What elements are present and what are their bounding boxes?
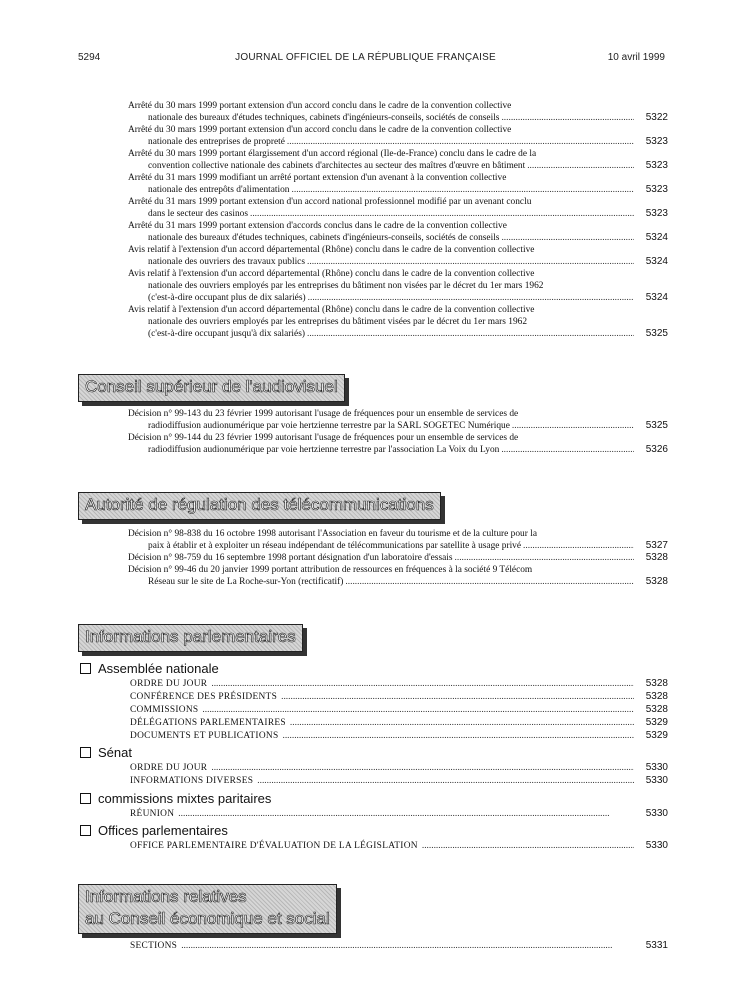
dot-leader (501, 444, 634, 456)
toc-row[interactable] (130, 678, 668, 690)
entry-line: Arrêté du 31 mars 1999 portant extension d'un accord national professionnel modifié par un avenant conclu (128, 197, 532, 207)
subsection-title: commissions mixtes paritaires (98, 791, 272, 806)
toc-entry[interactable] (128, 564, 668, 588)
toc-entry[interactable] (128, 148, 668, 172)
dot-leader (308, 292, 634, 304)
entry-page: 5324 (645, 232, 668, 243)
section-banner-art (78, 492, 441, 520)
toc-row[interactable] (130, 840, 668, 852)
entry-line: Arrêté du 31 mars 1999 portant extension d'accords conclus dans le cadre de la convention collective (128, 221, 507, 231)
toc-row[interactable] (130, 730, 668, 742)
entry-page: 5324 (645, 292, 668, 303)
toc-row[interactable] (130, 704, 668, 716)
dot-leader (345, 576, 634, 588)
entry-line: nationale des ouvriers employés par les entreprises du bâtiment non visées par le décret du 1er mars 1962 (148, 281, 544, 291)
row-page: 5330 (645, 840, 668, 851)
dot-leader (250, 208, 634, 220)
entry-page: 5323 (645, 160, 668, 171)
dot-leader (281, 691, 634, 703)
dot-leader (181, 940, 634, 952)
toc-entry[interactable] (128, 432, 668, 456)
subsection-cmp (80, 791, 271, 806)
subsection-title: Sénat (98, 745, 132, 760)
toc-entry[interactable] (128, 196, 668, 220)
entry-page: 5325 (645, 420, 668, 431)
subsection-title: Offices parlementaires (98, 823, 228, 838)
entry-line: Décision n° 99-144 du 23 février 1999 autorisant l'usage de fréquences pour un ensemble de services de (128, 433, 519, 443)
entry-line: radiodiffusion audionumérique par voie hertzienne terrestre par la SARL SOGETEC Numérique (148, 421, 510, 431)
entry-line: Avis relatif à l'extension d'un accord départemental (Rhône) conclu dans le cadre de la convention collective (128, 245, 535, 255)
subsection-title: Assemblée nationale (98, 661, 219, 676)
entry-line: nationale des ouvriers employés par les entreprises du bâtiment visées par le décret du 1er mars 1962 (148, 317, 528, 327)
checkbox-bullet-icon (80, 663, 91, 674)
entry-line: Décision n° 99-46 du 20 janvier 1999 portant attribution de ressources en fréquences à la société 9 Télécom (128, 565, 533, 575)
dot-leader (211, 762, 634, 774)
entry-line: nationale des bureaux d'études techniques, cabinets d'ingénieurs-conseils, sociétés de conseils (148, 113, 500, 123)
issue-date: 10 avril 1999 (607, 52, 665, 63)
dot-leader (290, 717, 634, 729)
entry-line: Arrêté du 30 mars 1999 portant élargissement d'un accord régional (Ile-de-France) conclu dans le cadre de la (128, 149, 537, 159)
section-banner-ces (78, 884, 337, 934)
entry-line: Décision n° 99-143 du 23 février 1999 autorisant l'usage de fréquences pour un ensemble de services de (128, 409, 519, 419)
journal-title: JOURNAL OFFICIEL DE LA RÉPUBLIQUE FRANÇAISE (235, 52, 496, 63)
entry-line: nationale des entrepôts d'alimentation (148, 185, 290, 195)
dot-leader (422, 840, 634, 852)
entry-line: Arrêté du 30 mars 1999 portant extension d'un accord conclu dans le cadre de la convention collective (128, 101, 512, 111)
toc-row[interactable] (130, 808, 668, 820)
row-page: 5328 (645, 704, 668, 715)
entry-page: 5322 (645, 112, 668, 123)
entry-line: convention collective nationale des cabinets d'architectes au secteur des maîtres d'œuvre en bâtiment (148, 161, 526, 171)
entry-line: nationale des bureaux d'études techniques, cabinets d'ingénieurs-conseils, sociétés de conseils (148, 233, 500, 243)
toc-entry[interactable] (128, 220, 668, 244)
entry-line: paix à établir et à exploiter un réseau indépendant de télécommunications par satellite à usage privé (148, 541, 522, 551)
entry-line: nationale des ouvriers des travaux publics (148, 257, 305, 267)
toc-entry[interactable] (128, 100, 668, 124)
entry-line: Décision n° 98-838 du 16 octobre 1998 autorisant l'Association en faveur du tourisme et de la culture pour la (128, 529, 537, 539)
banner-title-line2: au Conseil économique et social (85, 909, 330, 928)
subsection-assemblee (80, 661, 219, 676)
entry-page: 5323 (645, 184, 668, 195)
entry-page: 5328 (645, 576, 668, 587)
row-label: INFORMATIONS DIVERSES (130, 776, 254, 786)
entry-page: 5327 (645, 540, 668, 551)
entry-line: nationale des entreprises de propreté (148, 137, 285, 147)
dot-leader (512, 420, 634, 432)
entry-line: Avis relatif à l'extension d'un accord départemental (Rhône) conclu dans le cadre de la convention collective (128, 305, 535, 315)
dot-leader (178, 808, 634, 820)
dot-leader (292, 184, 635, 196)
banner-title: Conseil supérieur de l'audiovisuel (85, 377, 338, 396)
row-label: COMMISSIONS (130, 705, 199, 715)
row-label: DÉLÉGATIONS PARLEMENTAIRES (130, 718, 286, 728)
banner-title-line1: Informations relatives (85, 887, 247, 906)
dot-leader (527, 160, 634, 172)
toc-row[interactable] (130, 762, 668, 774)
row-label: ORDRE DU JOUR (130, 679, 208, 689)
toc-row[interactable] (130, 775, 668, 787)
checkbox-bullet-icon (80, 793, 91, 804)
row-label: CONFÉRENCE DES PRÉSIDENTS (130, 692, 278, 702)
toc-entry[interactable] (128, 172, 668, 196)
toc-entry[interactable] (128, 528, 668, 552)
row-page: 5330 (645, 775, 668, 786)
entry-page: 5325 (645, 328, 668, 339)
entry-line: Arrêté du 30 mars 1999 portant extension d'un accord conclu dans le cadre de la convention collective (128, 125, 512, 135)
subsection-offices (80, 823, 228, 838)
entry-page: 5328 (645, 552, 668, 563)
dot-leader (287, 136, 634, 148)
row-page: 5331 (645, 940, 668, 951)
entry-line: (c'est-à-dire occupant plus de dix salariés) (148, 293, 306, 303)
banner-title: Autorité de régulation des télécommunications (85, 495, 434, 514)
dot-leader (307, 328, 634, 340)
entry-line: (c'est-à-dire occupant jusqu'à dix salariés) (148, 329, 305, 339)
toc-row[interactable] (130, 717, 668, 729)
entry-page: 5324 (645, 256, 668, 267)
subsection-senat (80, 745, 132, 760)
row-page: 5329 (645, 717, 668, 728)
entry-line: Arrêté du 31 mars 1999 modifiant un arrêté portant extension d'un avenant à la convention collective (128, 173, 507, 183)
dot-leader (455, 552, 634, 564)
banner-title: Informations parlementaires (85, 627, 296, 646)
entry-line: Avis relatif à l'extension d'un accord départemental (Rhône) conclu dans le cadre de la convention collective (128, 269, 535, 279)
section-banner-csa (78, 374, 345, 402)
toc-entry[interactable] (128, 408, 668, 432)
row-page: 5330 (645, 762, 668, 773)
row-page: 5328 (645, 691, 668, 702)
dot-leader (501, 232, 634, 244)
dot-leader (523, 540, 634, 552)
checkbox-bullet-icon (80, 747, 91, 758)
dot-leader (282, 730, 634, 742)
row-page: 5328 (645, 678, 668, 689)
entry-page: 5323 (645, 208, 668, 219)
entry-line: dans le secteur des casinos (148, 209, 248, 219)
toc-entry[interactable] (128, 304, 668, 340)
toc-entry[interactable] (128, 124, 668, 148)
toc-entry[interactable] (128, 268, 668, 304)
section-banner-parlementaires (78, 624, 303, 652)
dot-leader (211, 678, 634, 690)
dot-leader (257, 775, 634, 787)
dot-leader (307, 256, 634, 268)
row-page: 5330 (645, 808, 668, 819)
checkbox-bullet-icon (80, 825, 91, 836)
toc-row[interactable] (130, 691, 668, 703)
toc-entry[interactable] (128, 244, 668, 268)
page-number: 5294 (78, 52, 101, 63)
row-label: SECTIONS (130, 941, 178, 951)
entry-line: Réseau sur le site de La Roche-sur-Yon (rectificatif) (148, 577, 344, 587)
toc-entry[interactable] (128, 552, 668, 564)
row-label: DOCUMENTS ET PUBLICATIONS (130, 731, 279, 741)
dot-leader (202, 704, 634, 716)
dot-leader (501, 112, 634, 124)
entry-page: 5323 (645, 136, 668, 147)
entry-line: Décision n° 98-759 du 16 septembre 1998 portant désignation d'un laboratoire d'essais (128, 553, 453, 563)
entry-page: 5326 (645, 444, 668, 455)
row-label: ORDRE DU JOUR (130, 763, 208, 773)
row-label: OFFICE PARLEMENTAIRE D'ÉVALUATION DE LA LÉGISLATION (130, 841, 418, 851)
entry-line: radiodiffusion audionumérique par voie hertzienne terrestre par l'association La Voix du Lyon (148, 445, 500, 455)
row-label: RÉUNION (130, 809, 175, 819)
row-page: 5329 (645, 730, 668, 741)
toc-row[interactable] (130, 940, 668, 952)
